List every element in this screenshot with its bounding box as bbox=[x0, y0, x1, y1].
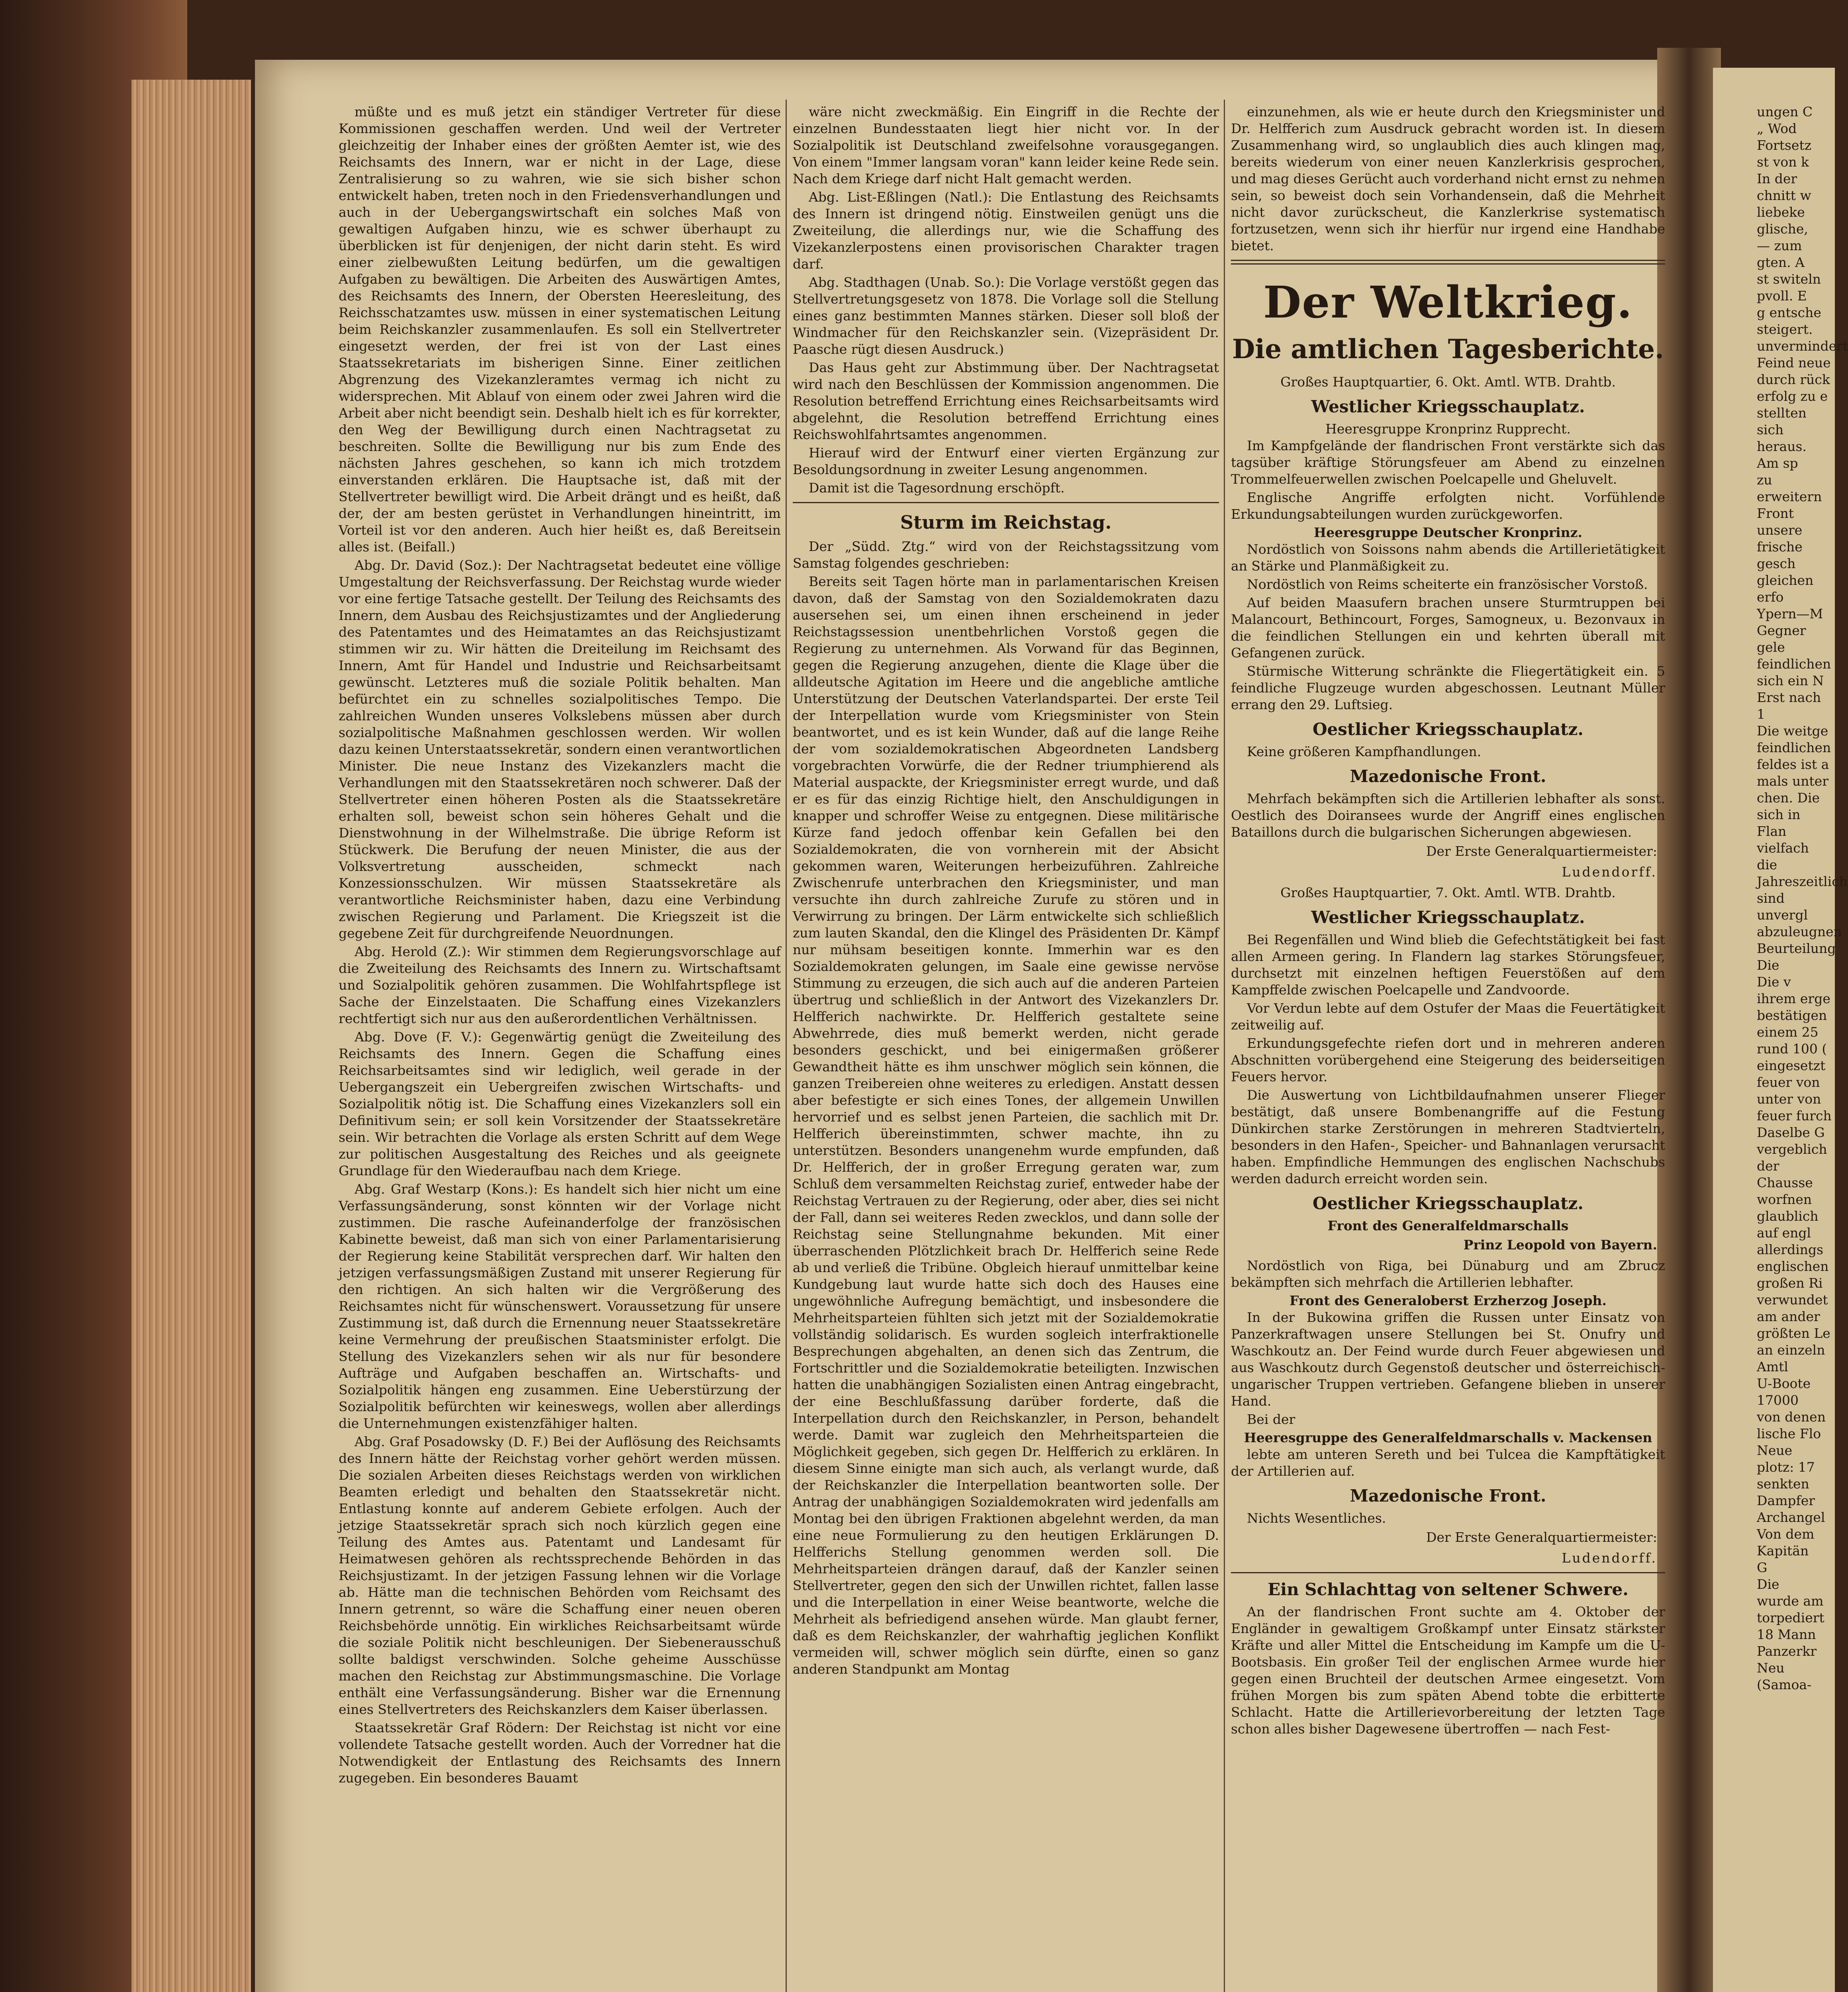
weltkrieg-subtitle: Die amtlichen Tagesberichte. bbox=[1232, 333, 1664, 365]
report-paragraph: Im Kampfgelände der flandrischen Front verstärkte sich das tagsüber kräftige Störungsfeuer am Abend zu einzelnen Trommelfeuerwellen zwischen Poelcapelle und Gheluvelt. bbox=[1231, 438, 1665, 487]
cropped-line: von denen bbox=[1757, 1409, 1826, 1425]
cropped-line: englischen bbox=[1757, 1259, 1829, 1274]
cropped-line: „ Wod bbox=[1757, 121, 1797, 136]
report-paragraph: Nordöstlich von Riga, bei Dünaburg und am Zbrucz bekämpften sich mehrfach die Artillerien lebhafter. bbox=[1231, 1258, 1665, 1290]
cropped-line: Archangel bbox=[1757, 1510, 1825, 1525]
cropped-line: Amtl bbox=[1757, 1359, 1788, 1374]
cropped-line: sich ein N bbox=[1757, 673, 1824, 688]
cropped-line: Die bbox=[1757, 1576, 1779, 1592]
cropped-line: sich in Flan bbox=[1757, 807, 1801, 839]
cropped-line: Am sp bbox=[1757, 455, 1798, 471]
col1-paragraph: Abg. Dr. David (Soz.): Der Nachtragsetat bedeutet eine völlige Umgestaltung der Reichsverfassung. Der Reichstag wurde wieder vor eine fertige Tatsache gestellt. Der Teilung des Reichsamts des Innern, dem Ausbau des Reichsjustizamtes und der Angliederung des Patentamtes und des Heimatamtes an das Reichsjustizamt stimmen wir zu. Wir hätten die Dreiteilung im Reichsamt des Innern, Amt für Handel und Industrie und Reichsarbeitsamt gewünscht. Letzteres muß die soziale Politik behalten. Man befürchtet ein zu schnelles sozialpolitisches Tempo. Die zahlreichen Wunden unseres Volkslebens müssen aber durch sozialpolitische Maßnahmen geschlossen werden. Wir wollen dazu keinen Unterstaatssekretär, sondern einen verantwortlichen Minister. Die neue Instanz des Vizekanzlers macht die Verhandlungen mit den Staatssekretären noch schwerer. Daß der Stellvertreter einen höheren Posten als die Staatssekretäre erhalten soll, beweist schon sein höheres Gehalt und die Dienstwohnung in der Wilhelmstraße. Die übrige Reform ist Stückwerk. Die Berufung der neuen Minister, die aus der Volksvertretung ausscheiden, schmeckt nach Konzessionsschulzen. Wir müssen Staatssekretäre als verantwortliche Reichsminister haben, dazu eine Verbindung zwischen Regierung und Parlament. Die Kriegszeit ist die gegebene Zeit für durchgreifende Neuordnungen. bbox=[339, 557, 781, 941]
cropped-line: einem 25 bbox=[1757, 1024, 1819, 1040]
cropped-line: feuer von bbox=[1757, 1074, 1820, 1090]
report-paragraph: lebte am unteren Sereth und bei Tulcea die Kampftätigkeit der Artillerien auf. bbox=[1231, 1447, 1665, 1479]
report-paragraph: In der Bukowina griffen die Russen unter Einsatz von Panzerkraftwagen unsere Stellungen bei St. Onufry und Waschkoutz an. Der Feind wurde durch Feuer abgewiesen und aus Waschkoutz durch Gegenstoß deutscher und österreichisch-ungarischer Truppen vertrieben. Gefangene blieben in unserer Hand. bbox=[1231, 1310, 1665, 1409]
cropped-line: ungen C bbox=[1757, 104, 1813, 120]
page-stack-edge bbox=[131, 80, 251, 1992]
cropped-line: feindlichen bbox=[1757, 656, 1831, 672]
column-rule-2 bbox=[1224, 100, 1225, 1992]
cropped-line: chnitt w bbox=[1757, 188, 1811, 203]
section-divider bbox=[1231, 260, 1665, 265]
report-paragraph: Keine größeren Kampfhandlungen. bbox=[1247, 744, 1482, 759]
cropped-line: stellten sich bbox=[1757, 405, 1807, 437]
report-paragraph: Die Auswertung von Lichtbildaufnahmen unserer Flieger bestätigt, daß unsere Bombenangriffe auf die Festung Dünkirchen starke Zerstörungen in mehreren Stadtvierteln, besonders in den Hafen-, Speicher- und Bahnanlagen verursacht haben. Empfindliche Hemmungen des englischen Nachschubs werden dadurch erreicht worden sein. bbox=[1231, 1087, 1665, 1186]
front-heading: Oestlicher Kriegsschauplatz. bbox=[1312, 1194, 1584, 1213]
cropped-line: auf engl bbox=[1757, 1225, 1811, 1241]
cropped-line: unvermindert bbox=[1757, 338, 1848, 354]
dateline: Großes Hauptquartier, 7. Okt. Amtl. WTB. Drahtb. bbox=[1280, 885, 1616, 900]
cropped-line: Kapitän bbox=[1757, 1543, 1809, 1559]
cropped-line: Beurteilung bbox=[1757, 941, 1836, 956]
column-4-cropped bbox=[1757, 104, 1848, 1992]
front-heading: Westlicher Kriegsschauplatz. bbox=[1311, 397, 1585, 416]
cropped-line: In der bbox=[1757, 171, 1797, 186]
cropped-line: Feind neue bbox=[1757, 355, 1831, 371]
weltkrieg-title: Der Weltkrieg. bbox=[1263, 276, 1633, 328]
cropped-line: Neue bbox=[1757, 1443, 1793, 1458]
army-heading: Heeresgruppe Deutscher Kronprinz. bbox=[1314, 525, 1582, 540]
cropped-line: größten Le bbox=[1757, 1325, 1830, 1341]
cropped-line: U-Boote bbox=[1757, 1376, 1811, 1391]
cropped-line: Front unsere bbox=[1757, 506, 1803, 538]
cropped-line: Fortsetz bbox=[1757, 137, 1812, 153]
report-paragraph: Bei der bbox=[1247, 1412, 1295, 1427]
army-heading: Front des Generaloberst Erzherzog Joseph. bbox=[1289, 1293, 1607, 1308]
col1-paragraph: Staatssekretär Graf Rödern: Der Reichstag ist nicht vor eine vollendete Tatsache gestellt worden. Auch der Vorredner hat die Notwendigkeit der Entlastung des Reichsamts des Innern zugegeben. Ein besonderes Bauamt bbox=[339, 1720, 781, 1786]
col2-paragraph: Der „Südd. Ztg.“ wird von der Reichstagssitzung vom Samstag folgendes geschrieben: bbox=[793, 539, 1219, 571]
cropped-line: glische, bbox=[1757, 221, 1808, 237]
col2-paragraph: Hierauf wird der Entwurf einer vierten Ergänzung zur Besoldungsordnung in zweiter Lesung angenommen. bbox=[793, 445, 1219, 477]
report-paragraph: Auf beiden Maasufern brachen unsere Sturmtruppen bei Malancourt, Bethincourt, Forges, Samogneux, u. Bezonvaux in die feindlichen Stellungen ein und kehrten überall mit Gefangenen zurück. bbox=[1231, 595, 1665, 661]
front-heading: Mazedonische Front. bbox=[1350, 767, 1546, 786]
cropped-line: Dampfer bbox=[1757, 1493, 1815, 1508]
col2-paragraph: Abg. Stadthagen (Unab. So.): Die Vorlage verstößt gegen das Stellvertretungsgesetz von 1878. Die Vorlage soll die Stellung eines ganz bestimmten Mannes stärken. Dieser soll bloß der Windmacher für den Reichskanzler sein. (Vizepräsident Dr. Paasche rügt diesen Ausdruck.) bbox=[793, 274, 1219, 357]
cropped-line: gleichen erfo bbox=[1757, 573, 1814, 605]
col1-paragraph: müßte und es muß jetzt ein ständiger Vertreter für diese Kommissionen geschaffen werden. Und weil der Vertreter gleichzeitig der Inhaber eines der größten Aemter ist, wie des Reichsamts des Innern, war er nicht in der Lage, diese Zentralisierung so zu wahren, wie sie sich bisher schon entwickelt haben, treten noch in den Friedensverhandlungen und auch in der Uebergangswirtschaft ein solches Maß von gewaltigen Aufgaben hinzu, wie es schwer überhaupt zu überblicken ist für denjenigen, der nicht darin steht. Es wird einer zielbewußten Leitung bedürfen, um die gewaltigen Aufgaben zu bewältigen. Die Arbeiten des Auswärtigen Amtes, des Reichsamts des Innern, der Obersten Heeresleitung, des Reichsschatzamtes usw. müssen in einer systematischen Leitung beim Reichskanzler zusammenlaufen. Es soll ein Stellvertreter eingesetzt werden, der frei ist von der Last eines Staatssekretariats im bisherigen Sinne. Einer zeitlichen Abgrenzung des Vizekanzleramtes vermag ich nicht zu widersprechen. Mit Ablauf von einem oder zwei Jahren wird die Arbeit aber nicht beendigt sein. Deshalb hielt ich es für korrekter, den Weg der Bewilligung durch einen Nachtragsetat zu beschreiten. Sollte die Bewilligung nur bis zum Ende des nächsten Jahres geschehen, so kann ich mich trotzdem einverstanden erklären. Die Hauptsache ist, daß mit der Stellvertreter bewilligt wird. Die Arbeit drängt und es heißt, daß der, der am besten gerüstet in Verhandlungen hineintritt, im Vorteil ist vor den anderen. Auch hier heißt es, daß Bereitsein alles ist. (Beifall.) bbox=[339, 104, 781, 555]
column-3 bbox=[1231, 104, 1665, 1992]
cropped-line: gten. A bbox=[1757, 255, 1805, 270]
report-paragraph: Nichts Wesentliches. bbox=[1247, 1510, 1386, 1526]
cropped-line: vergeblich bbox=[1757, 1141, 1827, 1157]
cropped-line: feuer furch bbox=[1757, 1108, 1832, 1123]
article-paragraph: An der flandrischen Front suchte am 4. Oktober der Engländer in gewaltigem Großkampf unter Einsatz stärkster Kräfte und aller Mittel die Entscheidung im Kampfe um die U-Bootsbasis. Ein großer Teil der englischen Armee wurde hier gegen einen Bruchteil der deutschen Armee eingesetzt. Vom frühen Morgen bis zum späten Abend tobte die erbitterte Schlacht. Hatte die Artillerievorbereitung der letzten Tage schon alles bisher Dagewesene übertroffen — nach Fest- bbox=[1231, 1604, 1665, 1737]
col3-paragraph: einzunehmen, als wie er heute durch den Kriegsminister und Dr. Helfferich zum Ausdruck gebracht worden ist. In diesem Zusammenhang wird, so unglaublich dies auch klingen mag, bereits wiederum von einer neuen Kanzlerkrisis gesprochen, und mag dieses Gerücht auch vorderhand nicht ernst zu nehmen sein, so beweist doch sein Vorhandensein, daß die Mehrheit nicht davor zurückscheut, die Kanzlerkrise systematisch fortzusetzen, wenn sich ihr hierfür nur irgend eine Handhabe bietet. bbox=[1231, 104, 1665, 253]
army-heading: Prinz Leopold von Bayern. bbox=[1463, 1237, 1657, 1253]
cropped-line: feldes ist a bbox=[1757, 757, 1829, 772]
signature-role: Der Erste Generalquartiermeister: bbox=[1426, 843, 1657, 859]
cropped-line: unter von bbox=[1757, 1091, 1821, 1107]
cropped-line: frische gesch bbox=[1757, 539, 1803, 571]
cropped-line: plotz: 17 bbox=[1757, 1459, 1815, 1475]
report-paragraph: Stürmische Witterung schränkte die Fliegertätigkeit ein. 5 feindliche Flugzeuge wurden abgeschossen. Leutnant Müller errang den 29. Luftsieg. bbox=[1231, 663, 1665, 712]
cropped-line: erfolg zu e bbox=[1757, 388, 1828, 404]
cropped-line: rund 100 ( bbox=[1757, 1041, 1827, 1057]
column-rule-1 bbox=[786, 100, 787, 1992]
cropped-line: bestätigen bbox=[1757, 1008, 1827, 1023]
cropped-line: — zum bbox=[1757, 238, 1802, 253]
cropped-line: G bbox=[1757, 1560, 1768, 1575]
cropped-line: g entsche bbox=[1757, 305, 1821, 320]
report-paragraph: Mehrfach bekämpften sich die Artillerien lebhafter als sonst. Oestlich des Doiransees wurde der Angriff eines englischen Bataillons durch die bulgarischen Sicherungen abgewiesen. bbox=[1231, 791, 1665, 840]
report-paragraph: Erkundungsgefechte riefen dort und in mehreren anderen Abschnitten vorübergehend eine Steigerung des beiderseitigen Feuers hervor. bbox=[1231, 1035, 1665, 1084]
cropped-line: durch rück bbox=[1757, 372, 1830, 387]
book-gutter bbox=[1657, 48, 1721, 1992]
cropped-line: allerdings bbox=[1757, 1242, 1824, 1257]
front-heading: Westlicher Kriegsschauplatz. bbox=[1311, 908, 1585, 927]
cropped-line: vielfach die bbox=[1757, 840, 1809, 872]
col2-paragraph: Das Haus geht zur Abstimmung über. Der Nachtragsetat wird nach den Beschlüssen der Kommission angenommen. Die Resolution betreffend Errichtung eines Reichsarbeitsamts wird abgelehnt, die Resolution betreffend Errichtung eines Reichswohlfahrtsamtes angenommen. bbox=[793, 360, 1219, 442]
cropped-line: Von dem bbox=[1757, 1526, 1815, 1542]
cropped-line: Jahreszeitlich bbox=[1757, 874, 1848, 889]
cropped-line: Die bbox=[1757, 957, 1779, 973]
cropped-line: (Samoa- bbox=[1757, 1677, 1812, 1692]
cropped-line: feindlichen bbox=[1757, 740, 1831, 755]
cropped-line: sind unvergl bbox=[1757, 890, 1808, 923]
cropped-line: lische Flo bbox=[1757, 1426, 1821, 1441]
dateline: Großes Hauptquartier, 6. Okt. Amtl. WTB. Drahtb. bbox=[1280, 374, 1616, 390]
cropped-line: verwundet bbox=[1757, 1292, 1828, 1308]
cropped-line: ihrem erge bbox=[1757, 991, 1830, 1006]
report-paragraph: Nordöstlich von Reims scheiterte ein französischer Vorstoß. bbox=[1247, 576, 1648, 592]
army-heading: Heeresgruppe Kronprinz Rupprecht. bbox=[1325, 421, 1571, 437]
cropped-line: Daselbe G bbox=[1757, 1125, 1825, 1140]
column-2 bbox=[793, 104, 1219, 1992]
section-divider bbox=[1231, 1572, 1665, 1573]
col2-paragraph: Damit ist die Tagesordnung erschöpft. bbox=[809, 480, 1065, 496]
col2-paragraph: wäre nicht zweckmäßig. Ein Eingriff in die Rechte der einzelnen Bundesstaaten liegt hier nicht vor. In der Sozialpolitik ist Deutschland zweifelsohne vorausgegangen. Von einem "Immer langsam voran" kann leider keine Rede sein. Nach dem Kriege darf nicht Halt gemacht werden. bbox=[793, 104, 1219, 186]
cropped-line: Erst nach 1 bbox=[1757, 690, 1821, 722]
cropped-line: am ander bbox=[1757, 1309, 1820, 1324]
cropped-line: chen. Die bbox=[1757, 790, 1820, 806]
cropped-line: Die v bbox=[1757, 974, 1791, 990]
col1-paragraph: Abg. Dove (F. V.): Gegenwärtig genügt die Zweiteilung des Reichsamts des Innern. Gegen die Schaffung eines Reichsarbeitsamtes sind wir lediglich, weil gerade in der Uebergangszeit ein Uebergreifen zwischen Wirtschafts- und Sozialpolitik nötig ist. Die Schaffung eines Vizekanzlers soll ein Definitivum sein; er soll kein Vorsitzender der Staatssekretäre sein. Wir betrachten die Vorlage als ersten Schritt auf dem Wege zur politischen Ausgestaltung des Reiches und als geeignete Grundlage für den Wiederaufbau nach dem Kriege. bbox=[339, 1029, 781, 1178]
cropped-line: steigert. bbox=[1757, 322, 1813, 337]
cropped-line: eingesetzt bbox=[1757, 1058, 1826, 1073]
col1-paragraph: Abg. Graf Westarp (Kons.): Es handelt sich hier nicht um eine Verfassungsänderung, sonst könnten wir der Vorlage nicht zustimmen. Die rasche Aufeinanderfolge der französischen Kabinette beweist, daß man sich von einer Parlamentarisierung der Regierung keine Stabilität versprechen darf. Wir halten den jetzigen verfassungsmäßigen Zustand mit unserer Regierung für den richtigen. An sich halten wir die Vergrößerung des Reichsamtes nicht für wünschenswert. Voraussetzung für unsere Zustimmung ist, daß durch die Ernennung neuer Staatssekretäre keine Vermehrung der preußischen Staatsminister erfolgt. Die Stellung des Vizekanzlers sehen wir als nur für besondere Aufträge und Aufgaben beschaffen an. Wirtschafts- und Sozialpolitik hängen eng zusammen. Eine Ueberstürzung der Sozialpolitik befürchten wir keineswegs, wollen aber allerdings die Unternehmungen existenzfähiger halten. bbox=[339, 1181, 781, 1431]
cropped-line: abzuleugnen bbox=[1757, 924, 1842, 939]
article-heading: Ein Schlachttag von seltener Schwere. bbox=[1268, 1580, 1629, 1599]
article-heading: Sturm im Reichstag. bbox=[900, 512, 1112, 533]
cropped-line: heraus. bbox=[1757, 439, 1807, 454]
col1-paragraph: Abg. Graf Posadowsky (D. F.) Bei der Auflösung des Reichsamts des Innern hätte der Reichstag vorher gehört werden müssen. Die sozialen Arbeiten dieses Reichstags werden von wirklichen Beamten erledigt und behalten den Staatssekretär nicht. Entlastung konnte auf anderem Gebiete erfolgen. Auch der jetzige Staatssekretär sprach sich noch kürzlich gegen eine Teilung des Amtes aus. Patentamt und Landesamt für Heimatwesen gehören als rechtssprechende Behörden in das Reichsjustizamt. In der jetzigen Fassung lehnen wir die Vorlage ab. Hätte man die technischen Behörden vom Reichsamt des Innern getrennt, so wäre die Schaffung einer neuen oberen Reichsbehörde unnötig. Ein wirkliches Reichsarbeitsamt würde die soziale Politik nicht beschleunigen. Der Siebenerausschuß sollte baldigst verschwinden. Solche geheime Ausschüsse machen den Reichstag zur Abstimmungsmaschine. Die Vorlage enthält eine Verfassungsänderung. Bisher war die Ernennung eines Stellvertreters des Reichskanzlers dem Kaiser überlassen. bbox=[339, 1434, 781, 1717]
col2-paragraph: Bereits seit Tagen hörte man in parlamentarischen Kreisen davon, daß der Samstag von den Sozialdemokraten dazu ausersehen sei, um einen ihnen erscheinend in jeder Reichstagssession unentbehrlichen Vorstoß gegen die Regierung zu unternehmen. Als Vorwand für das Beginnen, gegen die Regierung anzugehen, diente die Klage über die alldeutsche Agitation im Heere und die angebliche amtliche Unterstützung der Deutschen Vaterlandspartei. Der erste Teil der Interpellation wurde vom Kriegsminister von Stein beantwortet, und es ist kein Wunder, daß auf die lange Reihe der vom sozialdemokratischen Abgeordneten Landsberg vorgebrachten Vorwürfe, die der Redner triumphierend als Material auspackte, der Kriegsminister erregt wurde, und daß er es für das einzig Richtige hielt, den Anschuldigungen in knapper und schroffer Weise zu entgegnen. Diese militärische Kürze fand jedoch offenbar kein Gefallen bei den Sozialdemokraten, die von vornherein mit der Absicht gekommen waren, Weiterungen herbeizuführen. Zahlreiche Zwischenrufe unterbrachen den Kriegsminister, und man versuchte ihn durch zahlreiche Zurufe zu stören und in Verwirrung zu bringen. Der Lärm entwickelte sich schließlich zum lauten Skandal, den die Klingel des Präsidenten Dr. Kämpf nur mühsam beseitigen konnte. Immerhin war es den Sozialdemokraten gelungen, im Saale eine gewisse nervöse Stimmung zu erzeugen, die sich auch auf die anderen Parteien übertrug und schließlich in der Antwort des Vizekanzlers Dr. Helfferich nachwirkte. Dr. Helfferich gestaltete seine Abwehrrede, dies muß bemerkt werden, nicht gerade besonders geschickt, und bei einigermaßen größerer Gewandtheit hätte es ihm unschwer möglich sein können, die ganzen Treibereien ohne weiteres zu erledigen. Anstatt dessen aber befestigte er sich eines Tones, der allgemein Unwillen hervorrief und es selbst jenen Parteien, die sachlich mit Dr. Helfferich übereinstimmten, schwer machte, ihn zu unterstützen. Besonders unangenehm wurde empfunden, daß Dr. Helfferich, der in großer Erregung geraten war, zum Schluß dem versammelten Reichstag zurief, entweder habe der Reichstag Vertrauen zu der Regierung, oder aber, dies sei nicht der Fall, dann sei weiteres Reden zwecklos, und dann solle der Reichstag seine Stellungnahme bekunden. Mit einer überraschenden Plötzlichkeit brach Dr. Helfferich seine Rede ab und verließ die Tribüne. Obgleich hierauf unmittelbar keine Kundgebung laut wurde hatte sich doch des Hauses eine ungewöhnliche Aufregung bemächtigt, und insbesondere die Mehrheitsparteien fühlten sich jetzt mit der Sozialdemokratie vollständig solidarisch. Es wurden sogleich interfraktionelle Besprechungen abgehalten, an denen sich das Zentrum, die Fortschrittler und die Sozialdemokratie beteiligten. Inzwischen hatten die unabhängigen Sozialisten einen Antrag eingebracht, der eine Beschlußfassung darüber forderte, daß die Interpellation durch den Reichskanzler, in Person, behandelt werde. Damit war zugleich den Mehrheitsparteien die Möglichkeit gegeben, sich gegen Dr. Helfferich zu erklären. In diesem Sinne einigte man sich auch, als verlangt wurde, daß der Reichskanzler die Interpellation beantworten solle. Der Antrag der unabhängigen Sozialdemokraten wird jedenfalls am Montag bei den übrigen Fraktionen abgelehnt werden, da man eine neue Formulierung zu den heutigen Erklärungen D. Helfferichs Stellung genommen werden soll. Die Mehrheitsparteien drängen darauf, daß der Kanzler seinen Stellvertreter, gegen den sich der Unwillen richtet, fallen lasse und die Interpellation in einer Weise beantworte, welche die Mehrheit als befriedigend ansehen würde. Man glaubt ferner, daß es dem Reichskanzler, der wahrhaftig jeglichen Konflikt vermeiden will, schwer möglich sein dürfte, einen so ganz anderen Standpunkt am Montag bbox=[793, 574, 1219, 1677]
army-heading: Heeresgruppe des Generalfeldmarschalls v. Mackensen bbox=[1244, 1430, 1652, 1445]
cropped-line: senkten bbox=[1757, 1476, 1809, 1492]
front-heading: Mazedonische Front. bbox=[1350, 1486, 1546, 1506]
cropped-line: Gegner gele bbox=[1757, 623, 1806, 655]
report-paragraph: Englische Angriffe erfolgten nicht. Vorfühlende Erkundungsabteilungen wurden zurückgeworfen. bbox=[1231, 490, 1665, 522]
cropped-line: mals unter bbox=[1757, 773, 1829, 789]
report-paragraph: Vor Verdun lebte auf dem Ostufer der Maas die Feuertätigkeit zeitweilig auf. bbox=[1231, 1000, 1665, 1033]
cropped-line: worfnen bbox=[1757, 1192, 1812, 1207]
cropped-line: pvoll. E bbox=[1757, 288, 1807, 304]
cropped-line: großen Ri bbox=[1757, 1275, 1823, 1291]
cropped-line: st von k bbox=[1757, 154, 1809, 170]
signature-role: Der Erste Generalquartiermeister: bbox=[1426, 1529, 1657, 1545]
report-paragraph: Bei Regenfällen und Wind blieb die Gefechtstätigkeit bei fast allen Armeen gering. In Flandern lag starkes Störungsfeuer, durchsetzt mit einzelnen heftigen Feuerstößen auf dem Kampffelde zwischen Poelcapelle und Zandvoorde. bbox=[1231, 932, 1665, 998]
column-1 bbox=[339, 104, 781, 1992]
col2-paragraph: Abg. List-Eßlingen (Natl.): Die Entlastung des Reichsamts des Innern ist dringend nötig. Einstweilen genügt uns die Zweiteilung, die allerdings nur, wie die Schaffung des Vizekanzlerpostens einen provisorischen Charakter tragen darf. bbox=[793, 189, 1219, 272]
army-heading: Front des Generalfeldmarschalls bbox=[1327, 1218, 1569, 1233]
cropped-line: der Chausse bbox=[1757, 1158, 1813, 1190]
front-heading: Oestlicher Kriegsschauplatz. bbox=[1312, 720, 1584, 739]
cropped-line: torpediert bbox=[1757, 1610, 1824, 1625]
section-divider bbox=[793, 502, 1219, 503]
cropped-line: 18 Mann bbox=[1757, 1627, 1816, 1642]
cropped-line: Panzerkr bbox=[1757, 1643, 1817, 1659]
cropped-line: Neu bbox=[1757, 1660, 1785, 1676]
cropped-line: an einzeln bbox=[1757, 1342, 1825, 1358]
col1-paragraph: Abg. Herold (Z.): Wir stimmen dem Regierungsvorschlage auf die Zweiteilung des Reichsamts des Innern zu. Wirtschaftsamt und Sozialpolitik gehören zusammen. Die Wohlfahrtspflege ist Sache der Einzelstaaten. Die Schaffung eines Vizekanzlers rechtfertigt sich nur aus den außerordentlichen Verhältnissen. bbox=[339, 944, 781, 1026]
cropped-line: wurde am bbox=[1757, 1593, 1824, 1609]
cropped-line: st switeln bbox=[1757, 271, 1821, 287]
signature-name: Ludendorff. bbox=[1562, 1550, 1657, 1566]
cropped-line: glaublich bbox=[1757, 1208, 1819, 1224]
signature-name: Ludendorff. bbox=[1562, 864, 1657, 880]
cropped-line: zu erweitern bbox=[1757, 472, 1822, 504]
cropped-line: Die weitge bbox=[1757, 723, 1828, 739]
cropped-line: 17000 bbox=[1757, 1392, 1799, 1408]
report-paragraph: Nordöstlich von Soissons nahm abends die Artillerietätigkeit an Stärke und Planmäßigkeit zu. bbox=[1231, 541, 1665, 574]
cropped-line: Ypern—M bbox=[1757, 606, 1823, 622]
cropped-line: liebeke bbox=[1757, 204, 1805, 220]
